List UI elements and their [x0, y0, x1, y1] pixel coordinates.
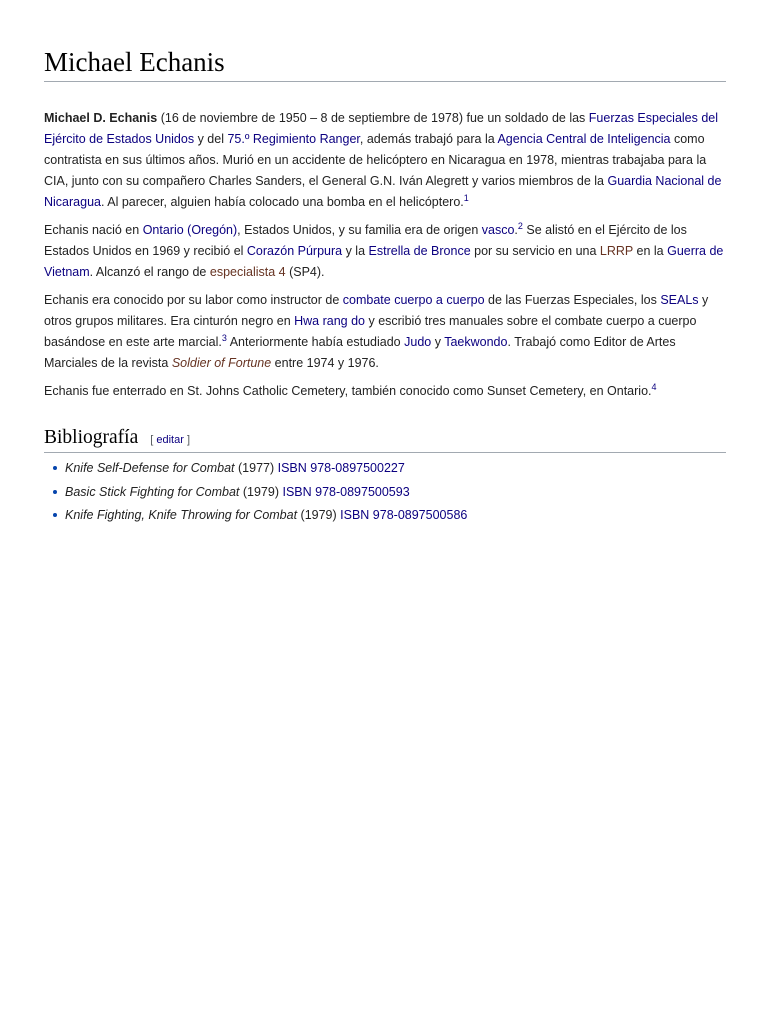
text-run: en la — [633, 244, 668, 258]
link-especialista-4[interactable]: especialista 4 — [209, 265, 286, 279]
subject-name: Michael D. Echanis — [44, 111, 158, 125]
text-run: Anteriormente había estudiado — [226, 335, 405, 349]
section-title: Bibliografía — [44, 427, 139, 448]
article-body — [44, 108, 728, 409]
text-run: por su servicio en una — [470, 244, 600, 258]
text-run: y otros grupos militares. Era cinturón negro en — [44, 293, 709, 328]
link-75-regimiento-ranger[interactable]: 75.º Regimiento Ranger — [227, 132, 360, 146]
text-run: (SP4). — [285, 265, 325, 279]
edit-section-link[interactable]: editar — [156, 434, 184, 446]
book-year: (1979) — [297, 508, 341, 522]
text-run: . Alcanzó el rango de — [89, 265, 210, 279]
section-heading-bibliografia — [44, 424, 726, 453]
book-title: Basic Stick Fighting for Combat — [65, 484, 240, 499]
link-guardia-nacional[interactable]: Guardia Nacional de Nicaragua — [44, 174, 722, 209]
bullet-icon — [53, 490, 57, 494]
isbn-link[interactable]: ISBN 978-0897500586 — [340, 508, 468, 522]
book-year: (1979) — [239, 484, 283, 499]
reference-2[interactable]: 2 — [517, 220, 523, 231]
link-lrrp[interactable]: LRRP — [599, 244, 634, 258]
link-ontario-oregon[interactable]: Ontario (Oregón) — [142, 223, 238, 237]
text-run: Echanis nació en — [44, 223, 143, 237]
text-run: de las Fuerzas Especiales, los — [484, 293, 661, 307]
text-run: Echanis fue enterrado en St. Johns Catholic Cemetery, también conocido como Sunset Cemetery, en Ontario. — [44, 384, 652, 398]
link-soldier-of-fortune[interactable] — [172, 356, 271, 370]
link-hwa-rang-do[interactable]: Hwa rang do — [294, 314, 365, 328]
edit-bracket-open: [ — [150, 434, 157, 446]
magazine-title: Soldier of Fortune — [171, 356, 272, 370]
book-title: Knife Fighting, Knife Throwing for Combat — [65, 508, 298, 522]
isbn-link[interactable]: ISBN 978-0897500227 — [277, 461, 405, 475]
page-title: Michael Echanis — [44, 44, 726, 82]
link-vasco[interactable]: vasco — [481, 223, 515, 237]
link-taekwondo[interactable]: Taekwondo — [444, 335, 508, 349]
link-corazon-purpura[interactable]: Corazón Púrpura — [246, 244, 343, 258]
list-item — [44, 504, 726, 526]
reference-1[interactable]: 1 — [463, 192, 469, 203]
birth-paragraph: Echanis nació en Ontario (Oregón), Estados Unidos, y su familia era de origen vasco.$^2$ Se alistó en el Ejército de los Estados Unidos en 1969 y recibió el Corazón Púrpura y la Estrella de Bronce por su servicio en una LRRP en la Guerra de Vietnam. Alcanzó el rango de especialista 4 (SP4). — [44, 220, 724, 279]
bullet-icon — [53, 513, 57, 517]
link-agencia-central[interactable]: Agencia Central de Inteligencia — [497, 132, 671, 146]
intro-paragraph — [44, 108, 728, 213]
list-item — [44, 457, 726, 479]
edit-bracket-close: ] — [183, 434, 191, 446]
text-run: y del — [194, 132, 228, 146]
career-paragraph — [44, 290, 728, 374]
text-run: y — [431, 335, 445, 349]
book-year: (1977) — [234, 461, 278, 475]
link-judo[interactable]: Judo — [404, 335, 432, 349]
link-seals[interactable]: SEALs — [660, 293, 699, 307]
text-run: (16 de noviembre de 1950 – 8 de septiembre de 1978) fue un soldado de las — [157, 111, 589, 125]
text-run: como contratista en sus últimos años. Murió en un accidente de helicóptero en Nicaragua en 1978, mientras trabajaba para la CIA, junto con su compañero Charles Sanders, el General G.N. Iván Alegrett y varios miembros de la — [44, 132, 707, 188]
bullet-icon — [53, 466, 57, 470]
text-run: y escribió tres manuales sobre el combate cuerpo a cuerpo basándose en este arte marcial. — [44, 314, 697, 349]
link-fuerzas-especiales[interactable]: Fuerzas Especiales del Ejército de Estados Unidos — [44, 111, 719, 146]
isbn-link[interactable]: ISBN 978-0897500593 — [282, 484, 410, 499]
text-run: Se alistó en el Ejército de los Estados Unidos en 1969 y recibió el — [44, 223, 687, 258]
text-run: Echanis era conocido por su labor como instructor de — [44, 293, 343, 307]
burial-paragraph — [44, 381, 728, 402]
reference-4[interactable]: 4 — [651, 381, 657, 392]
bibliography-list — [44, 457, 726, 528]
book-title: Knife Self-Defense for Combat — [65, 461, 235, 475]
text-run: , Estados Unidos, y su familia era de origen — [237, 223, 482, 237]
list-item — [44, 481, 726, 503]
text-run: . Trabajó como Editor de Artes Marciales de la revista — [44, 335, 676, 370]
text-run: . Al parecer, alguien había colocado una bomba en el helicóptero. — [100, 195, 464, 209]
link-combate-cuerpo-a-cuerpo[interactable]: combate cuerpo a cuerpo — [342, 293, 485, 307]
reference-3[interactable]: 3 — [221, 332, 227, 343]
text-run: , además trabajó para la — [359, 132, 498, 146]
text-run: entre 1974 y 1976. — [271, 356, 379, 370]
link-guerra-de-vietnam[interactable]: Guerra de Vietnam — [44, 244, 724, 279]
edit-section — [150, 434, 190, 446]
link-estrella-de-bronce[interactable]: Estrella de Bronce — [368, 244, 471, 258]
text-run: y la — [342, 244, 369, 258]
